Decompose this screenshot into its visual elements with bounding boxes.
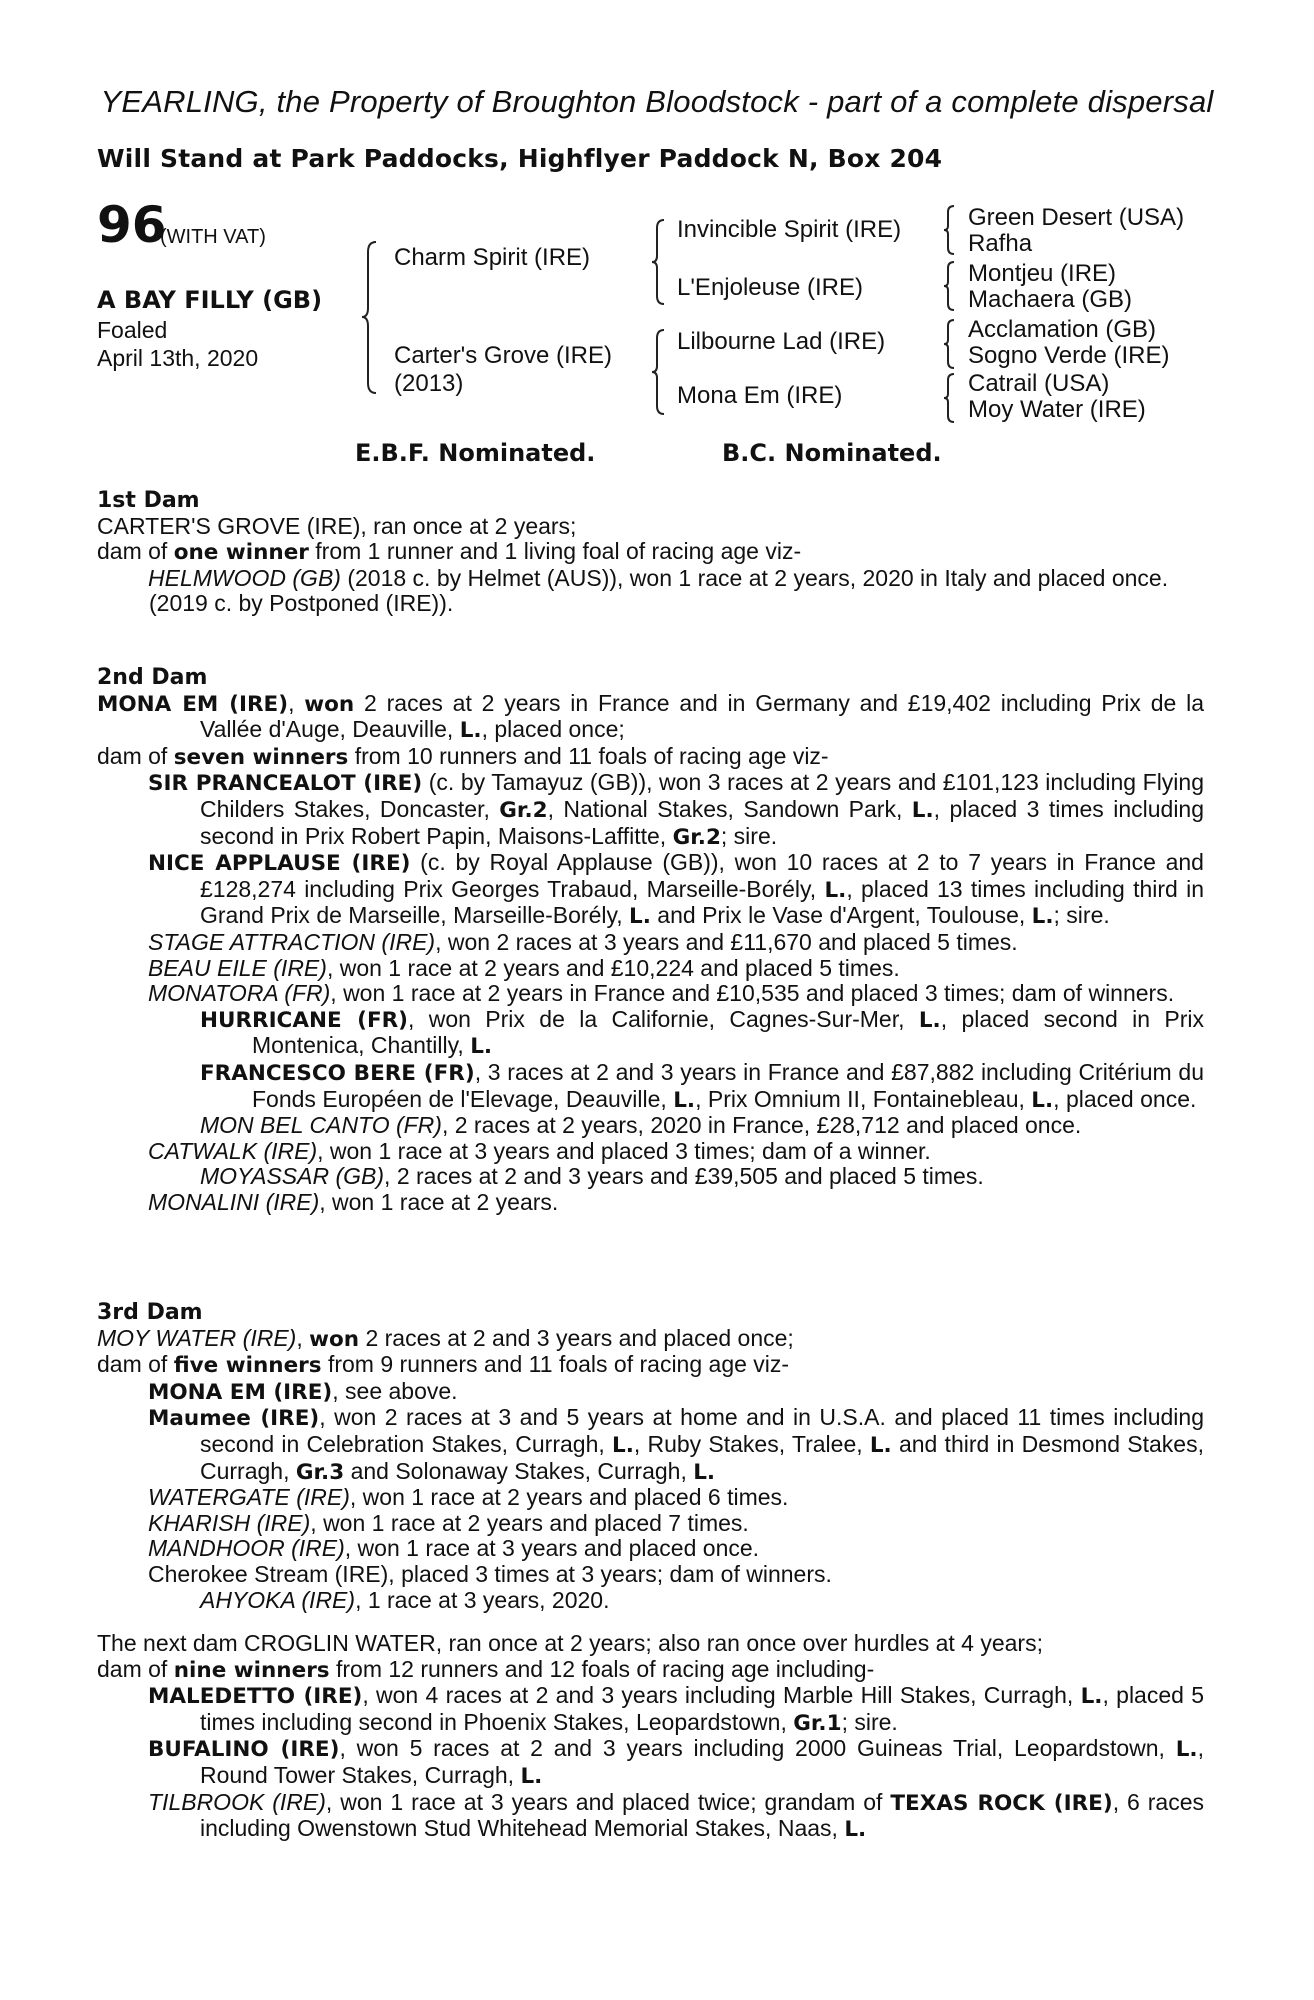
third-dam-heading: 3rd Dam [97,1300,203,1325]
produce-entry: HURRICANE (FR), won Prix de la Californie, Cagnes-Sur-Mer, L., placed second in Prix Montenica, Chantilly, L. [200,1005,1205,1060]
produce-entry: BUFALINO (IRE), won 5 races at 2 and 3 years including 2000 Guineas Trial, Leopardstown, L., Round Tower Stakes, Curragh, L. [148,1735,1204,1789]
produce-entry: STAGE ATTRACTION (IRE), won 2 races at 3 years and £11,670 and placed 5 times. [148,928,1018,955]
bc-nomination: B.C. Nominated. [722,439,942,467]
first-dam-line: CARTER'S GROVE (IRE), ran once at 2 years; [97,512,577,539]
pedigree-sire-dam: L'Enjoleuse (IRE) [677,274,863,301]
pedigree-brace-g1 [942,204,958,256]
pedigree-brace-g3 [942,318,958,370]
sale-header: YEARLING, the Property of Broughton Bloodstock - part of a complete dispersal [100,84,1214,119]
produce-entry: WATERGATE (IRE), won 1 race at 2 years and placed 6 times. [148,1484,789,1511]
foaled-label: Foaled [97,317,168,343]
second-dam-line: MONA EM (IRE), won 2 races at 2 years in France and in Germany and £19,402 including Prix de la Vallée d'Auge, Deauville, L., placed once; [97,689,1205,744]
first-dam-heading: 1st Dam [97,488,200,513]
produce-entry: SIR PRANCEALOT (IRE) (c. by Tamayuz (GB)), won 3 races at 2 years and £101,123 including Flying Childers Stakes, Doncaster, Gr.2, National Stakes, Sandown Park, L., placed 3 times including second in Prix Robert Papin, Maisons-Laffitte, Gr.2; sire. [148,769,1205,850]
produce-entry: KHARISH (IRE), won 1 race at 2 years and placed 7 times. [148,1509,749,1536]
third-dam-section [97,1300,1204,1613]
second-dam-section [97,665,1204,1215]
produce-entry: FRANCESCO BERE (FR), 3 races at 2 and 3 years in France and £87,882 including Critérium du Fonds Européen de l'Elevage, Deauville, L., Prix Omnium II, Fontainebleau, L., placed once. [200,1058,1205,1113]
pedigree-sire: Charm Spirit (IRE) [394,244,591,271]
produce-entry: MALEDETTO (IRE), won 4 races at 2 and 3 years including Marble Hill Stakes, Curragh, L., placed 5 times including second in Phoenix Stakes, Leopardstown, Gr.1; sire. [148,1682,1205,1736]
produce-entry: TILBROOK (IRE), won 1 race at 3 years and placed twice; grandam of TEXAS ROCK (IRE), 6 races including Owenstown Stud Whitehead Memorial Stakes, Naas, L. [148,1788,1204,1843]
vat-note: (WITH VAT) [160,226,266,248]
first-dam-produce-summary: dam of one winner from 1 runner and 1 living foal of racing age viz- [97,538,802,566]
second-dam-produce-summary: dam of seven winners from 10 runners and 11 foals of racing age viz- [97,742,829,770]
pedigree-g7: Catrail (USA) [968,370,1110,397]
produce-entry: MONALINI (IRE), won 1 race at 2 years. [148,1188,559,1215]
produce-entry: MOYASSAR (GB), 2 races at 2 and 3 years and £39,505 and placed 5 times. [200,1163,984,1190]
stand-location: Will Stand at Park Paddocks, Highflyer Paddock N, Box 204 [97,144,943,173]
third-dam-line: MOY WATER (IRE), won 2 races at 2 and 3 years and placed once; [97,1324,794,1352]
pedigree-g3: Montjeu (IRE) [968,260,1117,287]
horse-description: A BAY FILLY (GB) [97,286,323,314]
third-dam-produce-summary: dam of five winners from 9 runners and 11 foals of racing age viz- [97,1351,790,1379]
next-dam-section [97,1631,1204,1843]
pedigree-dam: Carter's Grove (IRE) [394,342,612,369]
next-dam-line: The next dam CROGLIN WATER, ran once at 2 years; also ran once over hurdles at 4 years; [97,1630,1043,1656]
produce-entry: AHYOKA (IRE), 1 race at 3 years, 2020. [200,1586,610,1613]
foaled-info [97,316,317,372]
produce-entry: (2019 c. by Postponed (IRE)). [149,590,454,617]
produce-entry: MONA EM (IRE), see above. [148,1377,458,1405]
produce-entry: MONATORA (FR), won 1 race at 2 years in France and £10,535 and placed 3 times; dam of winners. [148,980,1175,1007]
pedigree-g8: Moy Water (IRE) [968,396,1146,423]
pedigree-brace-dam [650,328,668,416]
ebf-nomination: E.B.F. Nominated. [355,439,596,467]
second-dam-heading: 2nd Dam [97,665,208,690]
pedigree-dam-sire: Lilbourne Lad (IRE) [677,328,886,355]
pedigree-g2: Rafha [968,230,1033,257]
pedigree-brace-g4 [942,372,958,424]
produce-entry: BEAU EILE (IRE), won 1 race at 2 years and £10,224 and placed 5 times. [148,954,900,981]
pedigree-brace-main [360,240,380,395]
pedigree-g6: Sogno Verde (IRE) [968,342,1170,369]
pedigree-sire-sire: Invincible Spirit (IRE) [677,216,902,243]
produce-entry: MON BEL CANTO (FR), 2 races at 2 years, 2020 in France, £28,712 and placed once. [200,1112,1082,1139]
pedigree-brace-g2 [942,260,958,312]
pedigree-brace-sire [650,218,668,306]
next-dam-produce-summary: dam of nine winners from 12 runners and 12 foals of racing age including- [97,1655,875,1683]
produce-entry: CATWALK (IRE), won 1 race at 3 years and placed 3 times; dam of a winner. [148,1137,931,1164]
first-dam-section [97,488,1204,617]
produce-entry: MANDHOOR (IRE), won 1 race at 3 years and placed once. [148,1535,760,1562]
pedigree-dam-dam: Mona Em (IRE) [677,382,843,409]
produce-entry: Maumee (IRE), won 2 races at 3 and 5 years at home and in U.S.A. and placed 11 times including second in Celebration Stakes, Curragh, L., Ruby Stakes, Tralee, L. and third in Desmond Stakes, Curragh, Gr.3 and Solonaway Stakes, Curragh, L. [148,1404,1204,1485]
produce-entry: HELMWOOD (GB) (2018 c. by Helmet (AUS)), won 1 race at 2 years, 2020 in Italy and placed once. [148,564,1169,591]
pedigree-g5: Acclamation (GB) [968,316,1157,343]
produce-entry: Cherokee Stream (IRE), placed 3 times at 3 years; dam of winners. [148,1560,832,1587]
pedigree-dam-year: (2013) [394,370,464,397]
pedigree-g4: Machaera (GB) [968,286,1133,313]
produce-entry: NICE APPLAUSE (IRE) (c. by Royal Applause (GB)), won 10 races at 2 to 7 years in France and £128,274 including Prix Georges Trabaud, Marseille-Borély, L., placed 13 times including third in Grand Prix de Marseille, Marseille-Borély, L. and Prix le Vase d'Argent, Toulouse, L.; sire. [148,849,1204,930]
lot-number: 96 [97,196,167,254]
pedigree-g1: Green Desert (USA) [968,204,1185,231]
foaled-date: April 13th, 2020 [97,345,259,371]
